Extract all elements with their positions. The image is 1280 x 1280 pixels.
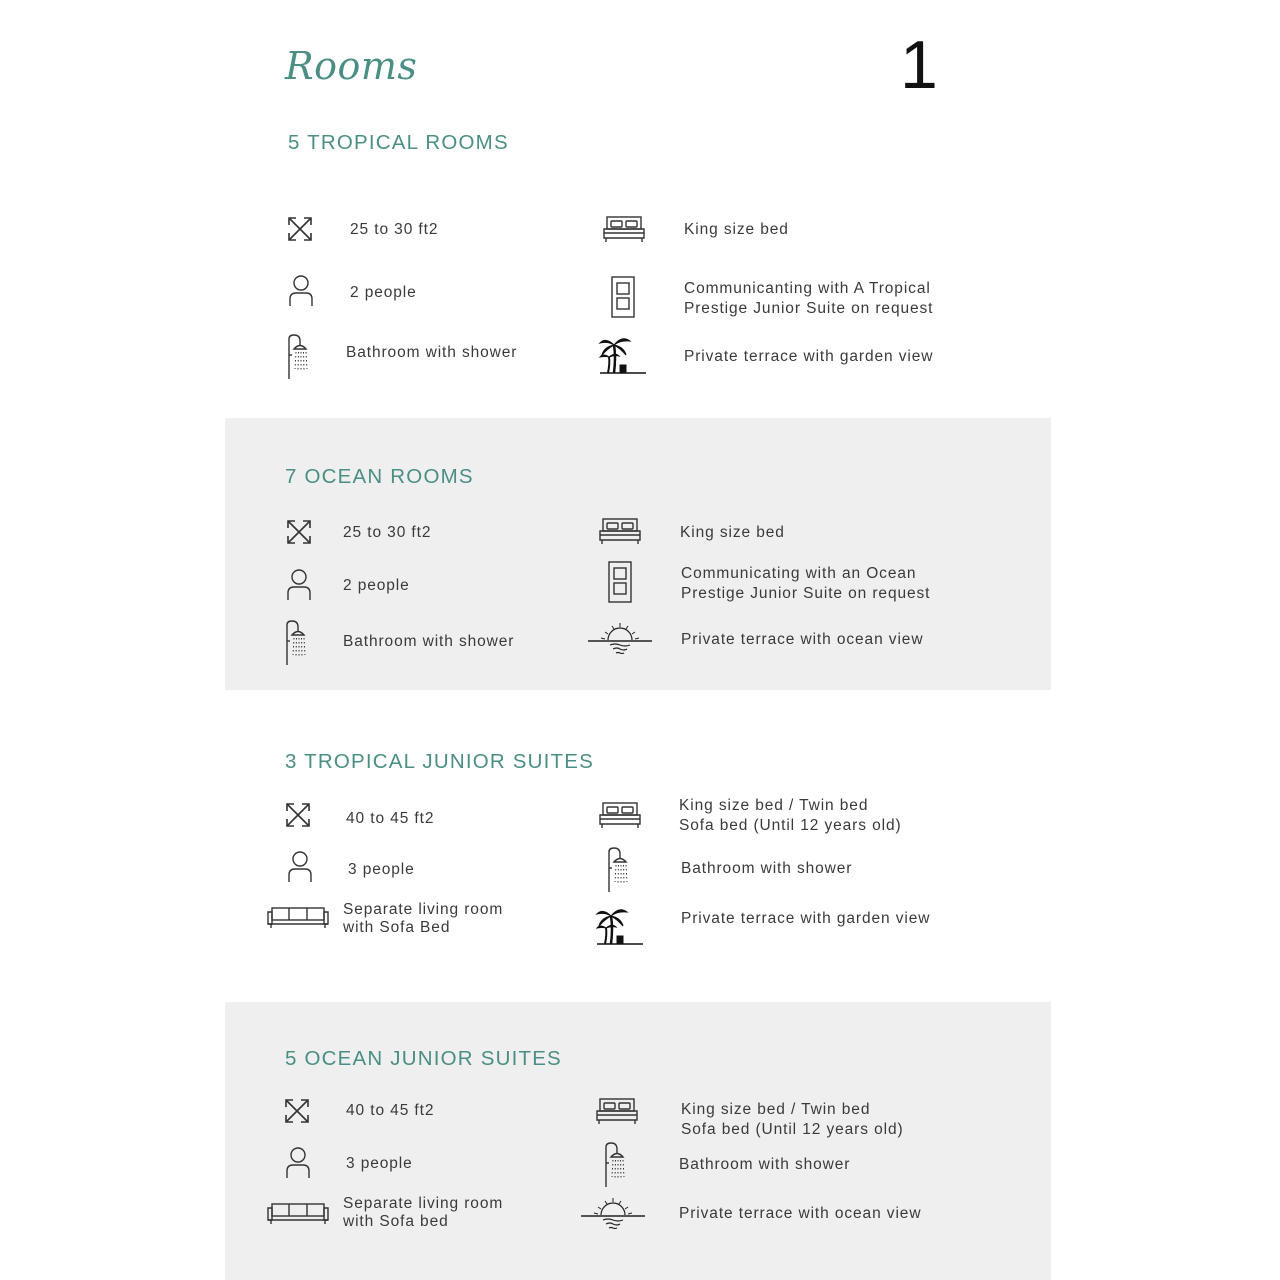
section-title: 3 TROPICAL JUNIOR SUITES xyxy=(285,750,595,773)
shower-icon xyxy=(603,1141,633,1187)
expand-arrows-icon xyxy=(286,519,312,545)
bathroom: Bathroom with shower xyxy=(679,1156,851,1173)
palm-tree-icon xyxy=(600,335,648,375)
section-title: 5 TROPICAL ROOMS xyxy=(288,131,509,154)
bed-icon xyxy=(596,1097,638,1125)
occupancy: 3 people xyxy=(346,1155,413,1172)
page-title: Rooms xyxy=(285,44,418,88)
room-size: 40 to 45 ft2 xyxy=(346,810,435,827)
bed-icon xyxy=(599,801,641,829)
section-title: 7 OCEAN ROOMS xyxy=(285,465,474,488)
room-size: 40 to 45 ft2 xyxy=(346,1102,435,1119)
bathroom: Bathroom with shower xyxy=(681,860,853,877)
shower-icon xyxy=(284,619,314,665)
expand-arrows-icon xyxy=(287,216,313,242)
terrace: Private terrace with ocean view xyxy=(679,1205,922,1222)
terrace: Private terrace with ocean view xyxy=(681,631,924,648)
terrace: Private terrace with garden view xyxy=(684,348,934,365)
room-size: 25 to 30 ft2 xyxy=(350,221,439,238)
bed-icon xyxy=(603,215,645,243)
shower-icon xyxy=(286,333,316,379)
expand-arrows-icon xyxy=(285,802,311,828)
occupancy: 2 people xyxy=(350,284,417,301)
section-title: 5 OCEAN JUNIOR SUITES xyxy=(285,1047,562,1070)
person-icon xyxy=(287,851,313,883)
bed: King size bed xyxy=(684,221,789,238)
bed: King size bed / Twin bed Sofa bed (Until 12 years old) xyxy=(681,1101,904,1138)
person-icon xyxy=(288,275,314,307)
room-size: 25 to 30 ft2 xyxy=(343,524,432,541)
bathroom: Bathroom with shower xyxy=(343,633,515,650)
occupancy: 2 people xyxy=(343,577,410,594)
communicating-room: Communicating with an Ocean Prestige Junior Suite on request xyxy=(681,565,931,602)
terrace: Private terrace with garden view xyxy=(681,910,931,927)
bed-icon xyxy=(599,517,641,545)
page-number: 1 xyxy=(900,27,938,103)
communicating-room: Communicanting with A Tropical Prestige Junior Suite on request xyxy=(684,280,934,317)
living-room: Separate living room with Sofa Bed xyxy=(343,901,504,936)
sofa-icon xyxy=(267,1202,329,1226)
occupancy: 3 people xyxy=(348,861,415,878)
person-icon xyxy=(286,569,312,601)
bed: King size bed / Twin bed Sofa bed (Until 12 years old) xyxy=(679,797,902,834)
living-room: Separate living room with Sofa bed xyxy=(343,1195,504,1230)
shower-icon xyxy=(606,846,636,892)
sunset-ocean-icon xyxy=(588,620,652,660)
sunset-ocean-icon xyxy=(581,1195,645,1235)
palm-tree-icon xyxy=(597,906,645,946)
bed: King size bed xyxy=(680,524,785,541)
door-icon xyxy=(611,276,635,318)
expand-arrows-icon xyxy=(284,1098,310,1124)
sofa-icon xyxy=(267,906,329,930)
section-band-ocean-junior-suites xyxy=(225,1002,1051,1280)
person-icon xyxy=(285,1147,311,1179)
bathroom: Bathroom with shower xyxy=(346,344,518,361)
door-icon xyxy=(608,561,632,603)
